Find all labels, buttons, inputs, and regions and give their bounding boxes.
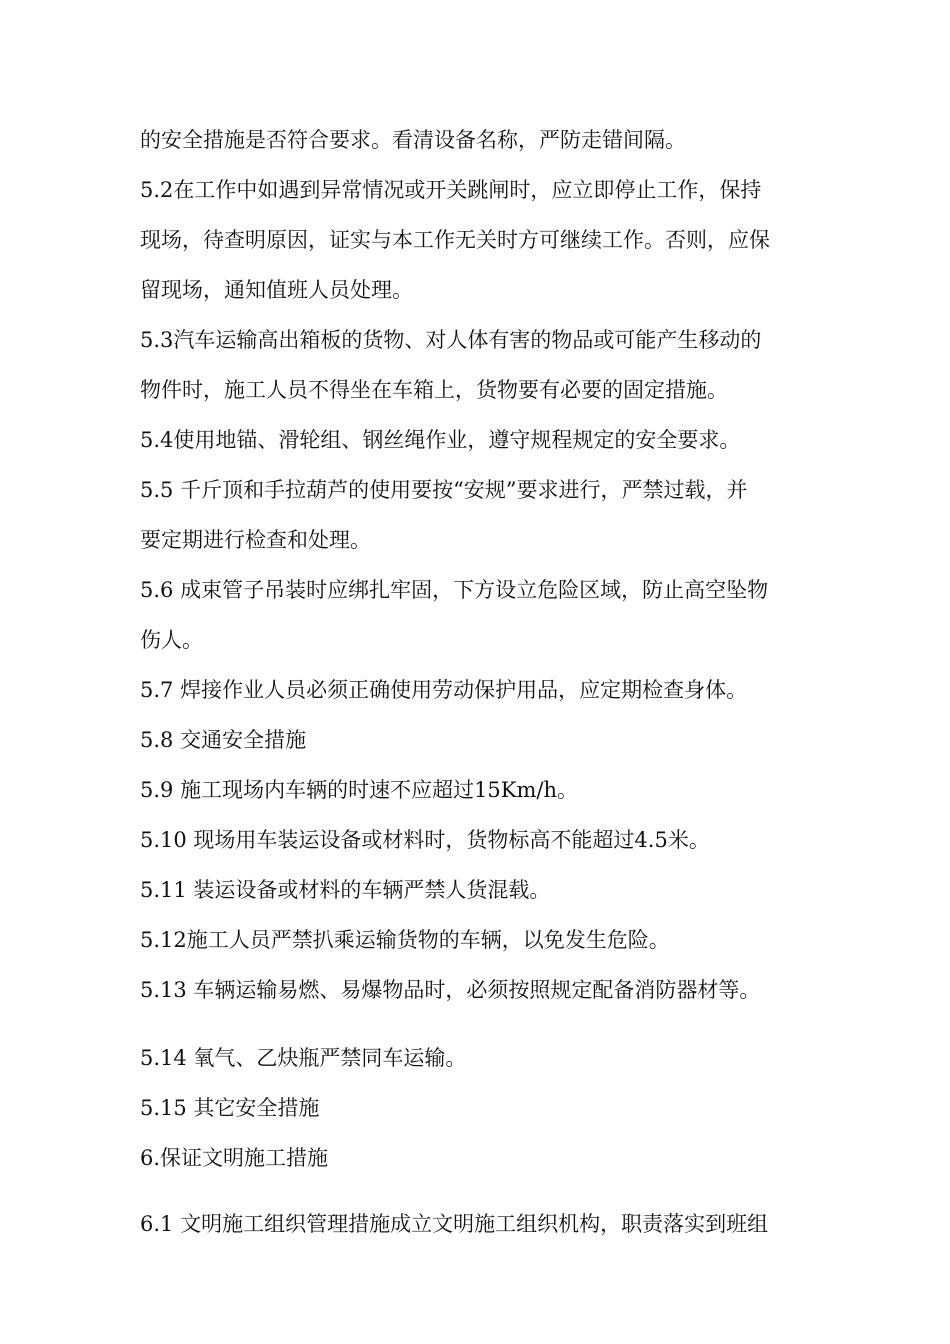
text-line: 5.11 装运设备或材料的车辆严禁人货混载。 xyxy=(140,878,551,902)
text-line: 5.3汽车运输高出箱板的货物、对人体有害的物品或可能产生移动的 xyxy=(140,328,762,352)
text-line: 留现场，通知值班人员处理。 xyxy=(140,278,413,302)
text-line: 物件时，施工人员不得坐在车箱上，货物要有必要的固定措施。 xyxy=(140,378,728,402)
text-line: 5.6 成束管子吊装时应绑扎牢固，下方设立危险区域，防止高空坠物 xyxy=(140,578,769,602)
text-line: 5.9 施工现场内车辆的时速不应超过15Km/h。 xyxy=(140,778,578,802)
text-line: 5.4使用地锚、滑轮组、钢丝绳作业，遵守规程规定的安全要求。 xyxy=(140,428,741,452)
text-line: 6.1 文明施工组织管理措施成立文明施工组织机构，职责落实到班组 xyxy=(140,1212,769,1236)
section-heading: 5.15 其它安全措施 xyxy=(140,1096,320,1120)
text-line: 伤人。 xyxy=(140,628,203,652)
text-line: 5.13 车辆运输易燃、易爆物品时，必须按照规定配备消防器材等。 xyxy=(140,978,761,1002)
section-heading: 5.8 交通安全措施 xyxy=(140,728,307,752)
text-line: 5.7 焊接作业人员必须正确使用劳动保护用品，应定期检查身体。 xyxy=(140,678,748,702)
text-line: 5.12施工人员严禁扒乘运输货物的车辆，以免发生危险。 xyxy=(140,928,670,952)
text-line: 5.5 千斤顶和手拉葫芦的使用要按“安规”要求进行，严禁过载，并 xyxy=(140,478,748,502)
text-line: 要定期进行检查和处理。 xyxy=(140,528,371,552)
text-line: 的安全措施是否符合要求。看清设备名称，严防走错间隔。 xyxy=(140,128,686,152)
section-heading: 6.保证文明施工措施 xyxy=(140,1146,329,1170)
text-line: 5.2在工作中如遇到异常情况或开关跳闸时，应立即停止工作，保持 xyxy=(140,178,762,202)
text-line: 现场，待查明原因，证实与本工作无关时方可继续工作。否则，应保 xyxy=(140,228,770,252)
text-line: 5.10 现场用车装运设备或材料时，货物标高不能超过4.5米。 xyxy=(140,828,710,852)
text-line: 5.14 氧气、乙炔瓶严禁同车运输。 xyxy=(140,1046,467,1070)
